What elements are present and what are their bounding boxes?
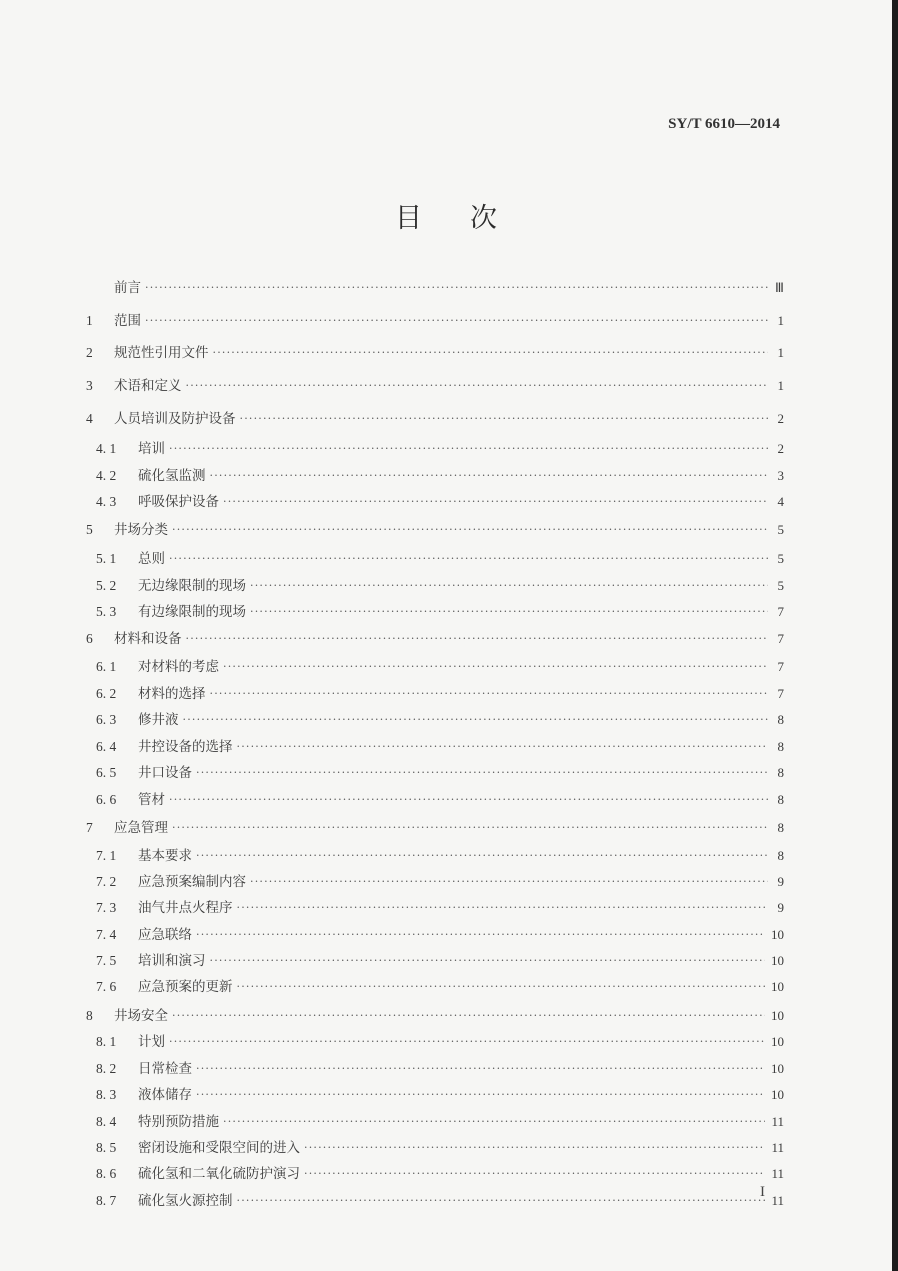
toc-entry bbox=[96, 653, 784, 675]
toc-entry-page: 5 bbox=[777, 551, 784, 566]
toc-entry bbox=[96, 462, 784, 484]
toc-entry-label: 硫化氢和二氧化硫防护演习 bbox=[138, 1166, 300, 1182]
toc-leader-dots bbox=[172, 1009, 765, 1024]
toc-leader-dots bbox=[172, 821, 768, 836]
toc-leader-dots bbox=[250, 579, 768, 594]
toc-entry-number: 5. 2 bbox=[96, 578, 117, 593]
toc-entry-number: 6. 6 bbox=[96, 792, 117, 807]
toc-entry-page: 1 bbox=[777, 378, 784, 393]
toc-entry-label: 修井液 bbox=[138, 712, 179, 728]
toc-entry-label: 术语和定义 bbox=[114, 378, 182, 394]
toc-entry-page: 5 bbox=[777, 522, 784, 537]
toc-leader-dots bbox=[186, 632, 769, 647]
toc-entry-number: 4. 2 bbox=[96, 468, 117, 483]
toc-entry-number: 8. 1 bbox=[96, 1034, 117, 1049]
toc-entry-page: 2 bbox=[777, 411, 784, 426]
toc-leader-dots bbox=[196, 766, 768, 781]
toc-entry bbox=[96, 706, 784, 728]
toc-entry-page: 9 bbox=[777, 874, 784, 889]
toc-entry-number: 7. 5 bbox=[96, 953, 117, 968]
toc-entry bbox=[86, 516, 784, 538]
toc-leader-dots bbox=[169, 793, 768, 808]
toc-entry-number: 8. 3 bbox=[96, 1087, 117, 1102]
toc-leader-dots bbox=[196, 1088, 765, 1103]
toc-entry-number: 2 bbox=[86, 345, 93, 360]
toc-entry-page: 1 bbox=[777, 313, 784, 328]
toc-entry-page: 8 bbox=[777, 739, 784, 754]
toc-entry-number: 1 bbox=[86, 313, 93, 328]
toc-leader-dots bbox=[237, 740, 769, 755]
toc-entry bbox=[96, 545, 784, 567]
toc-entry-page: 3 bbox=[777, 468, 784, 483]
toc-entry bbox=[96, 1160, 784, 1182]
toc-entry-label: 硫化氢火源控制 bbox=[138, 1193, 233, 1209]
toc-entry bbox=[96, 1108, 784, 1130]
toc-leader-dots bbox=[169, 1035, 765, 1050]
toc-entry bbox=[96, 921, 784, 943]
toc-entry-label: 井口设备 bbox=[138, 765, 192, 781]
toc-entry-page: Ⅲ bbox=[775, 280, 784, 295]
toc-entry-number: 8. 2 bbox=[96, 1061, 117, 1076]
toc-entry-label: 呼吸保护设备 bbox=[138, 494, 219, 510]
toc-entry bbox=[96, 1187, 784, 1209]
toc-entry-page: 8 bbox=[777, 712, 784, 727]
toc-entry-number: 8. 4 bbox=[96, 1114, 117, 1129]
toc-entry bbox=[96, 786, 784, 808]
toc-leader-dots bbox=[210, 687, 769, 702]
toc-entry-label: 管材 bbox=[138, 792, 165, 808]
toc-leader-dots bbox=[210, 469, 769, 484]
toc-entry bbox=[96, 1028, 784, 1050]
toc-entry-page: 1 bbox=[777, 345, 784, 360]
toc-entry-page: 10 bbox=[771, 1061, 784, 1076]
toc-entry bbox=[96, 598, 784, 620]
toc-entry-page: 10 bbox=[771, 1034, 784, 1049]
toc-entry-page: 9 bbox=[777, 900, 784, 915]
toc-entry-page: 7 bbox=[777, 631, 784, 646]
toc-entry bbox=[86, 625, 784, 647]
toc-entry-label: 人员培训及防护设备 bbox=[114, 411, 236, 427]
toc-entry bbox=[96, 1134, 784, 1156]
toc-entry bbox=[86, 372, 784, 394]
toc-leader-dots bbox=[250, 605, 768, 620]
toc-leader-dots bbox=[304, 1141, 765, 1156]
page-title: 目次 bbox=[395, 203, 545, 234]
toc-entry-label: 基本要求 bbox=[138, 848, 192, 864]
toc-entry-page: 10 bbox=[771, 1087, 784, 1102]
toc-entry-page: 10 bbox=[771, 927, 784, 942]
toc-leader-dots bbox=[223, 660, 768, 675]
toc-leader-dots bbox=[186, 379, 769, 394]
toc-entry-number: 8 bbox=[86, 1008, 93, 1023]
toc-entry-label: 应急预案的更新 bbox=[138, 979, 233, 995]
toc-entry-page: 11 bbox=[771, 1166, 784, 1181]
toc-entry bbox=[96, 973, 784, 995]
toc-leader-dots bbox=[237, 980, 766, 995]
toc-entry-label: 硫化氢监测 bbox=[138, 468, 206, 484]
toc-leader-dots bbox=[304, 1167, 765, 1182]
toc-entry-label: 液体储存 bbox=[138, 1087, 192, 1103]
toc-leader-dots bbox=[223, 1115, 765, 1130]
toc-leader-dots bbox=[169, 442, 768, 457]
toc-entry-label: 应急管理 bbox=[114, 820, 168, 836]
toc-entry bbox=[96, 435, 784, 457]
toc-entry-number: 5 bbox=[86, 522, 93, 537]
toc-entry-number: 6. 3 bbox=[96, 712, 117, 727]
toc-leader-dots bbox=[213, 346, 769, 361]
toc-entry bbox=[96, 680, 784, 702]
toc-entry-label: 密闭设施和受限空间的进入 bbox=[138, 1140, 300, 1156]
toc-entry-number: 7. 1 bbox=[96, 848, 117, 863]
toc-entry-number: 6. 5 bbox=[96, 765, 117, 780]
toc-entry-label: 材料的选择 bbox=[138, 686, 206, 702]
toc-entry-page: 7 bbox=[777, 686, 784, 701]
toc-entry bbox=[86, 274, 784, 296]
toc-entry-number: 5. 1 bbox=[96, 551, 117, 566]
toc-entry bbox=[96, 1055, 784, 1077]
toc-entry bbox=[96, 1081, 784, 1103]
toc-entry-number: 8. 7 bbox=[96, 1193, 117, 1208]
toc-entry-label: 日常检查 bbox=[138, 1061, 192, 1077]
toc-entry-label: 特别预防措施 bbox=[138, 1114, 219, 1130]
toc-entry-number: 7. 2 bbox=[96, 874, 117, 889]
toc-leader-dots bbox=[250, 875, 768, 890]
toc-entry-page: 8 bbox=[777, 792, 784, 807]
toc-entry-label: 有边缘限制的现场 bbox=[138, 604, 246, 620]
toc-entry-label: 井场分类 bbox=[114, 522, 168, 538]
toc-entry bbox=[96, 868, 784, 890]
toc-entry-page: 7 bbox=[777, 604, 784, 619]
toc-entry-page: 10 bbox=[771, 979, 784, 994]
toc-entry-page: 5 bbox=[777, 578, 784, 593]
toc-entry-page: 2 bbox=[777, 441, 784, 456]
toc-entry-page: 8 bbox=[777, 848, 784, 863]
toc-entry-page: 10 bbox=[771, 1008, 784, 1023]
toc-entry-label: 计划 bbox=[138, 1034, 165, 1050]
toc-entry-label: 油气井点火程序 bbox=[138, 900, 233, 916]
toc-entry-label: 培训和演习 bbox=[138, 953, 206, 969]
toc-entry bbox=[96, 842, 784, 864]
toc-entry-label: 应急预案编制内容 bbox=[138, 874, 246, 890]
toc-entry bbox=[96, 759, 784, 781]
toc-entry bbox=[86, 339, 784, 361]
toc-leader-dots bbox=[172, 523, 768, 538]
toc-entry bbox=[96, 947, 784, 969]
toc-entry-number: 4. 1 bbox=[96, 441, 117, 456]
toc-leader-dots bbox=[237, 901, 769, 916]
scan-edge bbox=[892, 0, 898, 1271]
toc-leader-dots bbox=[196, 928, 765, 943]
toc-entry bbox=[86, 1002, 784, 1024]
toc-entry-label: 总则 bbox=[138, 551, 165, 567]
toc-entry-number: 7. 3 bbox=[96, 900, 117, 915]
toc-entry-label: 井场安全 bbox=[114, 1008, 168, 1024]
toc-entry-page: 10 bbox=[771, 953, 784, 968]
toc-entry-label: 应急联络 bbox=[138, 927, 192, 943]
toc-entry-number: 6. 4 bbox=[96, 739, 117, 754]
toc-entry bbox=[96, 894, 784, 916]
toc-entry bbox=[86, 814, 784, 836]
toc-leader-dots bbox=[223, 495, 768, 510]
toc-entry-label: 材料和设备 bbox=[114, 631, 182, 647]
toc-entry-page: 7 bbox=[777, 659, 784, 674]
standard-code: SY/T 6610—2014 bbox=[668, 116, 780, 132]
toc-entry-number: 3 bbox=[86, 378, 93, 393]
toc-entry bbox=[96, 733, 784, 755]
toc-entry-number: 7. 4 bbox=[96, 927, 117, 942]
toc-leader-dots bbox=[196, 849, 768, 864]
toc-entry-label: 规范性引用文件 bbox=[114, 345, 209, 361]
toc-entry bbox=[96, 572, 784, 594]
toc-entry bbox=[86, 405, 784, 427]
toc-entry-page: 11 bbox=[771, 1193, 784, 1208]
toc-leader-dots bbox=[237, 1194, 766, 1209]
toc-entry-number: 6. 2 bbox=[96, 686, 117, 701]
toc-entry-label: 无边缘限制的现场 bbox=[138, 578, 246, 594]
toc-entry-page: 4 bbox=[777, 494, 784, 509]
toc-entry-page: 8 bbox=[777, 820, 784, 835]
toc-entry-label: 范围 bbox=[114, 313, 141, 329]
toc-entry-number: 4. 3 bbox=[96, 494, 117, 509]
toc-entry-number: 4 bbox=[86, 411, 93, 426]
toc-entry-page: 11 bbox=[771, 1114, 784, 1129]
toc-entry-number: 6 bbox=[86, 631, 93, 646]
toc-entry-label: 前言 bbox=[114, 280, 141, 296]
toc-entry-number: 8. 6 bbox=[96, 1166, 117, 1181]
toc-entry-page: 8 bbox=[777, 765, 784, 780]
toc-entry-page: 11 bbox=[771, 1140, 784, 1155]
toc-leader-dots bbox=[145, 314, 768, 329]
toc-entry-number: 8. 5 bbox=[96, 1140, 117, 1155]
toc-entry-label: 对材料的考虑 bbox=[138, 659, 219, 675]
toc-leader-dots bbox=[169, 552, 768, 567]
toc-leader-dots bbox=[196, 1062, 765, 1077]
toc-entry-number: 7 bbox=[86, 820, 93, 835]
toc-entry-number: 7. 6 bbox=[96, 979, 117, 994]
toc-entry-number: 5. 3 bbox=[96, 604, 117, 619]
toc-entry-number: 6. 1 bbox=[96, 659, 117, 674]
toc-leader-dots bbox=[240, 412, 769, 427]
toc-entry bbox=[86, 307, 784, 329]
toc-entry bbox=[96, 488, 784, 510]
toc-leader-dots bbox=[183, 713, 769, 728]
toc-entry-label: 井控设备的选择 bbox=[138, 739, 233, 755]
toc-leader-dots bbox=[210, 954, 766, 969]
page-number: I bbox=[760, 1184, 765, 1200]
toc-entry-label: 培训 bbox=[138, 441, 165, 457]
toc-leader-dots bbox=[145, 281, 768, 296]
